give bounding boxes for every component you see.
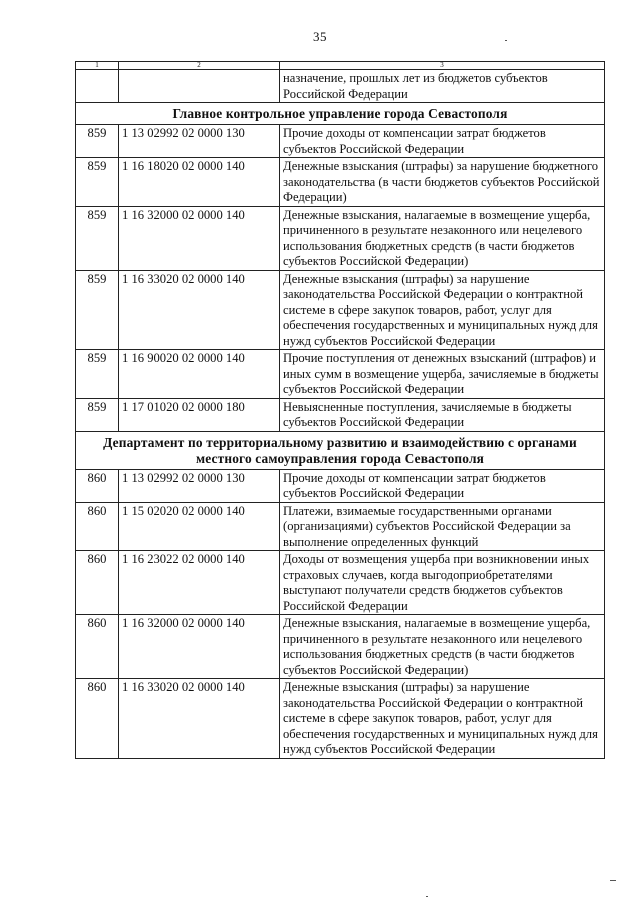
revenue-name-cell: Прочие доходы от компенсации затрат бюджетов субъектов Российской Федерации	[280, 469, 605, 502]
continuation-row	[76, 70, 605, 103]
table-row	[76, 502, 605, 551]
admin-code-cell: 859	[76, 158, 119, 207]
revenue-name-cell: Денежные взыскания (штрафы) за нарушение законодательства Российской Федерации о контрактной системе в сфере закупок товаров, работ, услуг для обеспечения государственных и муниципальных нужд для нужд субъектов Российской Федерации	[280, 679, 605, 759]
revenue-code-cell: 1 16 33020 02 0000 140	[119, 270, 280, 350]
column-number-3: 3	[280, 62, 605, 70]
revenue-code-cell: 1 17 01020 02 0000 180	[119, 398, 280, 431]
revenue-code-cell: 1 13 02992 02 0000 130	[119, 125, 280, 158]
table-row	[76, 350, 605, 399]
admin-code-cell: 859	[76, 270, 119, 350]
admin-code-cell: 860	[76, 679, 119, 759]
revenue-name-cell: Платежи, взимаемые государственными органами (организациями) субъектов Российской Федерации за выполнение определенных функций	[280, 502, 605, 551]
scan-speck	[505, 40, 507, 41]
table-row	[76, 206, 605, 270]
admin-code-cell: 860	[76, 551, 119, 615]
table-row	[76, 270, 605, 350]
revenue-code-cell: 1 16 18020 02 0000 140	[119, 158, 280, 207]
admin-code-cell: 860	[76, 615, 119, 679]
section-title: Департамент по территориальному развитию и взаимодействию с органами местного самоуправления города Севастополя	[76, 431, 605, 469]
admin-code-cell: 860	[76, 469, 119, 502]
table-row	[76, 615, 605, 679]
revenue-code-cell: 1 13 02992 02 0000 130	[119, 469, 280, 502]
column-number-row	[76, 62, 605, 70]
admin-code-cell: 859	[76, 206, 119, 270]
revenue-name-cell: Доходы от возмещения ущерба при возникновении иных страховых случаев, когда выгодоприобретателями выступают получатели средств бюджетов субъектов Российской Федерации	[280, 551, 605, 615]
scan-speck	[610, 880, 616, 881]
revenue-code-cell: 1 15 02020 02 0000 140	[119, 502, 280, 551]
revenue-code-cell: 1 16 33020 02 0000 140	[119, 679, 280, 759]
revenue-name-cell: Денежные взыскания (штрафы) за нарушение законодательства Российской Федерации о контрактной системе в сфере закупок товаров, работ, услуг для обеспечения государственных и муниципальных нужд для нужд субъектов Российской Федерации	[280, 270, 605, 350]
column-number-1: 1	[76, 62, 119, 70]
table-row	[76, 125, 605, 158]
continuation-admin-cell	[76, 70, 119, 103]
revenue-name-cell: Денежные взыскания, налагаемые в возмещение ущерба, причиненного в результате незаконного или нецелевого использования бюджетных средств (в части бюджетов субъектов Российской Федерации)	[280, 615, 605, 679]
revenue-name-cell: Прочие доходы от компенсации затрат бюджетов субъектов Российской Федерации	[280, 125, 605, 158]
section-title: Главное контрольное управление города Севастополя	[76, 103, 605, 125]
section-header-row	[76, 103, 605, 125]
revenue-name-cell: Денежные взыскания, налагаемые в возмещение ущерба, причиненного в результате незаконного или нецелевого использования бюджетных средств (в части бюджетов субъектов Российской Федерации)	[280, 206, 605, 270]
section-header-row	[76, 431, 605, 469]
revenue-code-cell: 1 16 32000 02 0000 140	[119, 206, 280, 270]
table-row	[76, 551, 605, 615]
table-row	[76, 469, 605, 502]
revenue-name-cell: Невыясненные поступления, зачисляемые в бюджеты субъектов Российской Федерации	[280, 398, 605, 431]
page-number: 35	[313, 29, 327, 44]
admin-code-cell: 859	[76, 125, 119, 158]
revenue-code-cell: 1 16 90020 02 0000 140	[119, 350, 280, 399]
continuation-code-cell	[119, 70, 280, 103]
scan-speck	[426, 896, 428, 897]
table-row	[76, 679, 605, 759]
revenue-code-cell: 1 16 32000 02 0000 140	[119, 615, 280, 679]
admin-code-cell: 859	[76, 350, 119, 399]
admin-code-cell: 859	[76, 398, 119, 431]
column-number-2: 2	[119, 62, 280, 70]
revenue-name-cell: Денежные взыскания (штрафы) за нарушение бюджетного законодательства (в части бюджетов субъектов Российской Федерации)	[280, 158, 605, 207]
table-row	[76, 158, 605, 207]
continuation-name-cell: назначение, прошлых лет из бюджетов субъектов Российской Федерации	[280, 70, 605, 103]
revenue-name-cell: Прочие поступления от денежных взысканий (штрафов) и иных сумм в возмещение ущерба, зачисляемые в бюджеты субъектов Российской Федерации	[280, 350, 605, 399]
revenue-code-cell: 1 16 23022 02 0000 140	[119, 551, 280, 615]
revenue-admin-table	[75, 61, 605, 759]
admin-code-cell: 860	[76, 502, 119, 551]
table-row	[76, 398, 605, 431]
